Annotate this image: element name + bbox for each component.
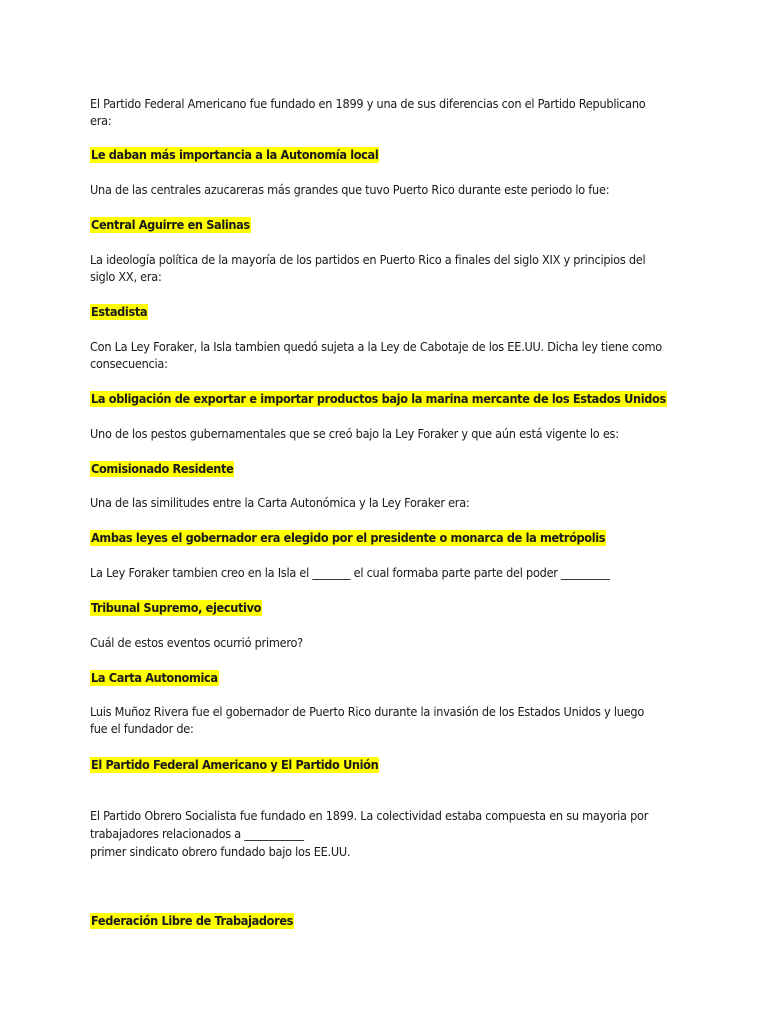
highlighted-answer: La obligación de exportar e importar productos bajo la marina mercante de los Estados Unidos — [91, 391, 666, 406]
highlighted-answer: Estadista — [91, 304, 148, 319]
question-line: era: — [90, 113, 112, 128]
answer-line — [90, 756, 379, 774]
question-line: trabajadores relacionados a ___________ — [90, 826, 304, 841]
question-line: fue el fundador de: — [90, 721, 194, 736]
question-line: siglo XX, era: — [90, 269, 162, 284]
question-line: La Ley Foraker tambien creo en la Isla el _______ el cual formaba parte parte del poder _________ — [90, 565, 610, 580]
question-line: Con La Ley Foraker, la Isla tambien quedó sujeta a la Ley de Cabotaje de los EE.UU. Dicha ley tiene como — [90, 339, 662, 354]
answer-line — [90, 303, 148, 321]
question-line: consecuencia: — [90, 356, 168, 371]
answer-line — [90, 599, 262, 617]
answer-line — [90, 460, 234, 478]
highlighted-answer: Comisionado Residente — [91, 461, 234, 476]
highlighted-answer: Federación Libre de Trabajadores — [91, 913, 294, 928]
question-line: Luis Muñoz Rivera fue el gobernador de Puerto Rico durante la invasión de los Estados Unidos y luego — [90, 704, 645, 719]
answer-line — [90, 390, 667, 408]
question-line: Una de las centrales azucareras más grandes que tuvo Puerto Rico durante este periodo lo fue: — [90, 182, 610, 197]
highlighted-answer: Central Aguirre en Salinas — [91, 217, 250, 232]
question-line: El Partido Obrero Socialista fue fundado en 1899. La colectividad estaba compuesta en su mayoria por — [90, 808, 649, 823]
highlighted-answer: Le daban más importancia a la Autonomía local — [91, 147, 379, 162]
question-line: primer sindicato obrero fundado bajo los EE.UU. — [90, 844, 351, 859]
answer-line — [90, 669, 219, 687]
answer-line — [90, 529, 606, 547]
answer-line — [90, 912, 294, 930]
answer-line — [90, 216, 251, 234]
highlighted-answer: La Carta Autonomica — [91, 670, 218, 685]
highlighted-answer: El Partido Federal Americano y El Partido Unión — [91, 757, 379, 772]
question-line: La ideología política de la mayoría de los partidos en Puerto Rico a finales del siglo XIX y principios del — [90, 252, 646, 267]
question-line: El Partido Federal Americano fue fundado en 1899 y una de sus diferencias con el Partido Republicano — [90, 96, 646, 111]
answer-line — [90, 146, 379, 164]
question-line: Cuál de estos eventos ocurrió primero? — [90, 635, 303, 650]
highlighted-answer: Tribunal Supremo, ejecutivo — [91, 600, 262, 615]
question-line: Uno de los pestos gubernamentales que se creó bajo la Ley Foraker y que aún está vigente lo es: — [90, 426, 619, 441]
question-line: Una de las similitudes entre la Carta Autonómica y la Ley Foraker era: — [90, 495, 470, 510]
highlighted-answer: Ambas leyes el gobernador era elegido por el presidente o monarca de la metrópolis — [91, 530, 606, 545]
